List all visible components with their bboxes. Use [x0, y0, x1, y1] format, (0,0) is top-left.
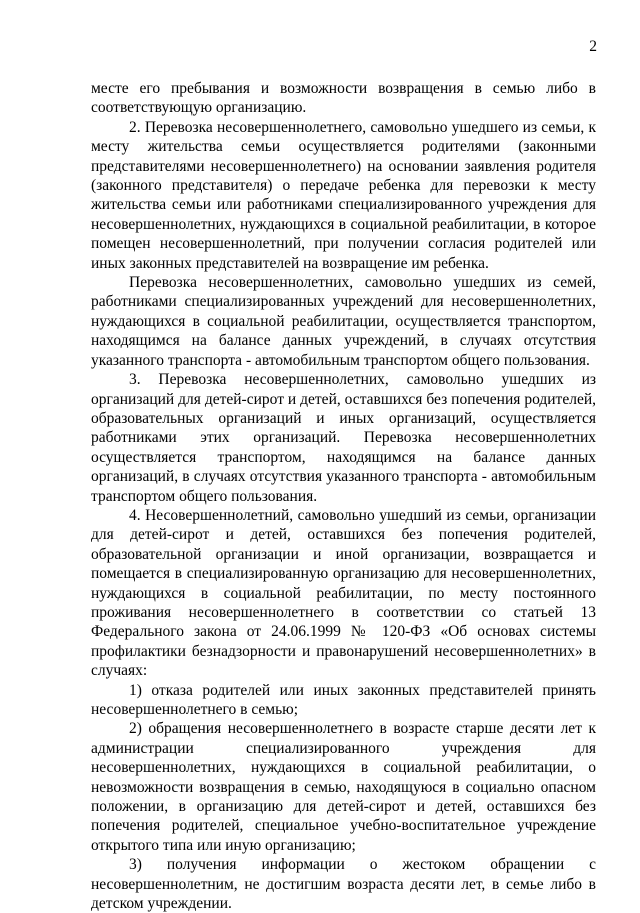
paragraph-clause-2-transport: Перевозка несовершеннолетних, самовольно ушедших из семей, работниками специализированных учреждений для несовершеннолетних, нуждающихся в социальной реабилитации, осуществляется транспортом, находящимся на балансе данных учреждений, в случаях отсутствия указанного транспорта - автомобильным транспортом общего пользования.: [91, 274, 596, 369]
page-number: 2: [589, 38, 597, 55]
document-body: [91, 79, 596, 913]
paragraph-clause-2: 2. Перевозка несовершеннолетнего, самовольно ушедшего из семьи, к месту жительства семьи осуществляется родителями (законными представителями несовершеннолетнего) на основании заявления родителя (законного представителя) о передаче ребенка для перевозки к месту жительства семьи или работниками специализированного учреждения для несовершеннолетних, нуждающихся в социальной реабилитации, в которое помещен несовершеннолетний, при получении согласия родителей или иных законных представителей на возвращение им ребенка.: [91, 118, 596, 272]
paragraph-continuation: месте его пребывания и возможности возвращения в семью либо в соответствующую организацию.: [91, 80, 596, 117]
list-item-3: 3) получения информации о жестоком обращении с несовершеннолетним, не достигшим возраста десяти лет, в семье либо в детском учреждении.: [91, 856, 596, 913]
list-item-1: 1) отказа родителей или иных законных представителей принять несовершеннолетнего в семью;: [91, 681, 596, 718]
list-item-2: 2) обращения несовершеннолетнего в возрасте старше десяти лет к администрации специализированного учреждения для несовершеннолетних, нуждающихся в социальной реабилитации, о невозможности возвращения в семью, находящуюся в социально опасном положении, в организацию для детей-сирот и детей, оставшихся без попечения родителей, специальное учебно-воспитательное учреждение открытого типа или иную организацию;: [91, 720, 596, 854]
paragraph-clause-4: 4. Несовершеннолетний, самовольно ушедший из семьи, организации для детей-сирот и детей, оставшихся без попечения родителей, образовательной организации и иной организации, возвращается и помещается в специализированную организацию для несовершеннолетних, нуждающихся в социальной реабилитации, по месту постоянного проживания несовершеннолетнего в соответствии со статьей 13 Федерального закона от 24.06.1999 № 120-ФЗ «Об основах системы профилактики безнадзорности и правонарушений несовершеннолетних» в случаях:: [91, 506, 596, 680]
paragraph-clause-3: 3. Перевозка несовершеннолетних, самовольно ушедших из организаций для детей-сирот и детей, оставшихся без попечения родителей, образовательных организаций и иных организаций, осуществляется работниками этих организаций. Перевозка несовершеннолетних осуществляется транспортом, находящимся на балансе данных организаций, в случаях отсутствия указанного транспорта - автомобильным транспортом общего пользования.: [91, 371, 596, 505]
